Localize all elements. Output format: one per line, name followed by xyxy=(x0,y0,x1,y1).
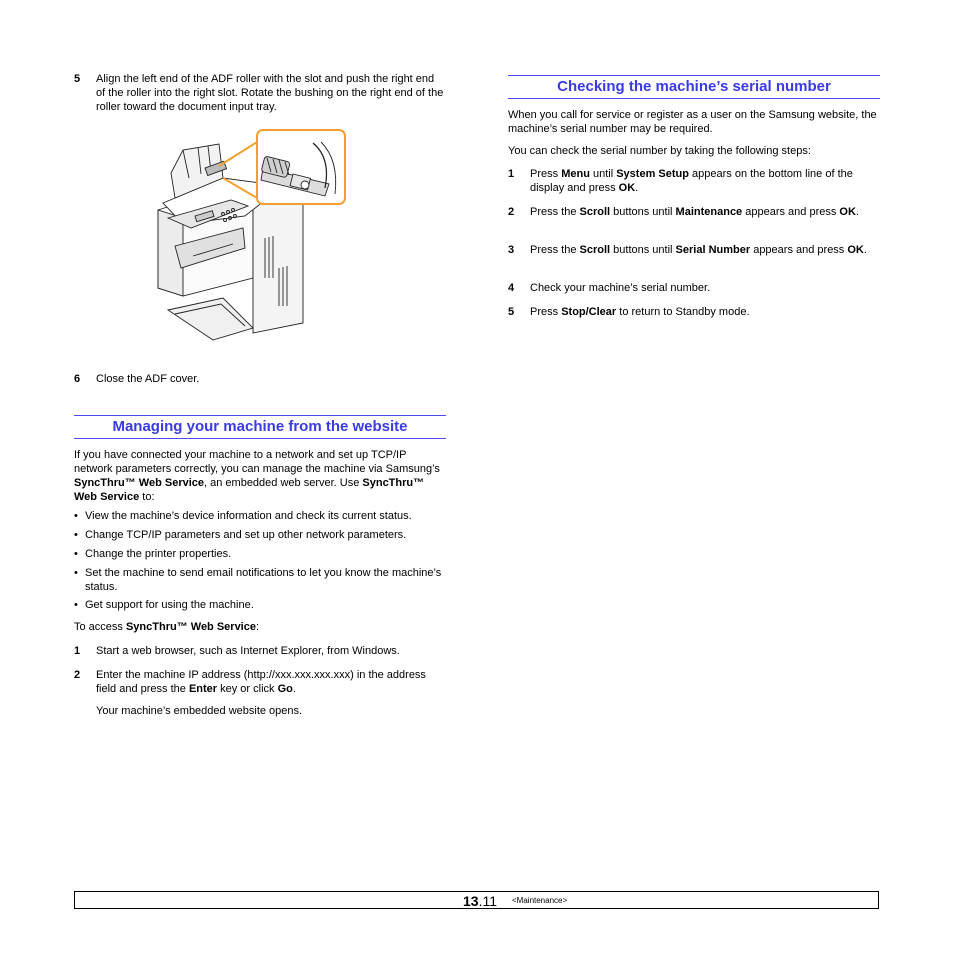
stop-clear-label: Stop/Clear xyxy=(561,306,617,318)
chapter-number: 13 xyxy=(463,893,479,909)
serial-number-label: Serial Number xyxy=(675,244,751,256)
step-text-part: until xyxy=(589,168,617,180)
page-index: .11 xyxy=(478,893,498,909)
step-text-part: . xyxy=(292,683,296,695)
page-number xyxy=(463,893,497,909)
step-text: Check your machine’s serial number. xyxy=(530,282,711,294)
step-text-part: . xyxy=(635,182,639,194)
syncthru-name: SyncThru™ Web Service xyxy=(74,477,205,489)
step-text-part: appears and press xyxy=(742,206,840,218)
step-6 xyxy=(74,372,446,386)
ok-label: OK xyxy=(618,182,636,194)
syncthru-name: SyncThru™ Web Service xyxy=(74,477,425,503)
printer-adf-roller-illustration xyxy=(153,128,349,350)
step-5 xyxy=(74,72,446,114)
serial-intro-1: When you call for service or register as a user on the Samsung website, the machine’s serial number may be required. xyxy=(508,109,877,135)
section-heading-serial: Checking the machine’s serial number xyxy=(508,75,880,99)
bullet-dot: • xyxy=(74,567,78,579)
step-text-part: appears on the bottom line of the display and press xyxy=(530,168,853,194)
step-text-part: to return to Standby mode. xyxy=(616,306,750,318)
intro-text: , an embedded web server. Use xyxy=(204,477,363,489)
ok-label: OK xyxy=(847,244,864,256)
step-number: 6 xyxy=(74,373,81,385)
step-text xyxy=(96,668,446,696)
step-number: 1 xyxy=(508,168,515,180)
step-text: Close the ADF cover. xyxy=(96,373,200,385)
bullet-text: View the machine’s device information and check its current status. xyxy=(85,510,412,522)
step-text-part: Enter the machine IP address (http://xxx.xxx.xxx.xxx) in the address field and press the xyxy=(96,669,426,695)
step-text-part: Press xyxy=(530,168,562,180)
access-text: : xyxy=(255,621,260,633)
bullet-text: Get support for using the machine. xyxy=(85,599,254,611)
access-text: To access xyxy=(74,621,126,633)
intro-text: If you have connected your machine to a network and set up TCP/IP network parameters correctly, you can manage the machine via Samsung’s xyxy=(74,449,440,475)
step-text-part: buttons until xyxy=(610,206,676,218)
step-text-part: Press the xyxy=(530,244,580,256)
maintenance-label: Maintenance xyxy=(675,206,743,218)
step-text: Align the left end of the ADF roller with the slot and push the right end of the roller into the right slot. Rotate the bushing on the right end of the roller toward the document input tray. xyxy=(96,73,444,113)
step-number: 3 xyxy=(508,244,515,256)
system-setup-label: System Setup xyxy=(616,168,689,180)
bullet-dot: • xyxy=(74,548,78,560)
step-2-result: Your machine’s embedded website opens. xyxy=(96,705,303,717)
right-column xyxy=(508,75,880,335)
step-number: 4 xyxy=(508,282,515,294)
footer-section-label: <Maintenance> xyxy=(512,896,568,905)
ok-label: OK xyxy=(839,206,856,218)
step-text xyxy=(530,205,880,219)
bullet-text: Change the printer properties. xyxy=(85,548,232,560)
page-footer xyxy=(74,891,879,909)
enter-key-label: Enter xyxy=(188,683,218,695)
step-number: 5 xyxy=(74,73,81,85)
scroll-label: Scroll xyxy=(579,244,611,256)
step-text: Start a web browser, such as Internet Explorer, from Windows. xyxy=(96,645,400,657)
go-label: Go xyxy=(277,683,293,695)
syncthru-name: SyncThru™ Web Service xyxy=(125,621,256,633)
bullet-dot: • xyxy=(74,510,78,522)
step-number: 1 xyxy=(74,645,81,657)
bullet-text: Set the machine to send email notifications to let you know the machine’s status. xyxy=(85,567,442,593)
step-text xyxy=(530,243,880,257)
serial-intro-2: You can check the serial number by taking the following steps: xyxy=(508,145,811,157)
step-number: 2 xyxy=(508,206,515,218)
step-number: 5 xyxy=(508,306,515,318)
bullet-text: Change TCP/IP parameters and set up other network parameters. xyxy=(85,529,407,541)
step-text-part: buttons until xyxy=(610,244,676,256)
step-text-part: appears and press xyxy=(750,244,848,256)
step-number: 2 xyxy=(74,669,81,681)
step-text-part: . xyxy=(855,206,859,218)
bullet-dot: • xyxy=(74,599,78,611)
step-text-part: key or click xyxy=(217,683,278,695)
step-text-part: . xyxy=(863,244,867,256)
intro-text: to: xyxy=(139,491,155,503)
menu-label: Menu xyxy=(561,168,590,180)
access-paragraph xyxy=(74,620,446,634)
step-text xyxy=(530,305,880,319)
step-text-part: Press the xyxy=(530,206,580,218)
step-text-part: Press xyxy=(530,306,562,318)
intro-paragraph xyxy=(74,448,446,504)
scroll-label: Scroll xyxy=(579,206,611,218)
step-text xyxy=(530,167,880,195)
bullet-dot: • xyxy=(74,529,78,541)
section-heading-website: Managing your machine from the website xyxy=(74,415,446,439)
